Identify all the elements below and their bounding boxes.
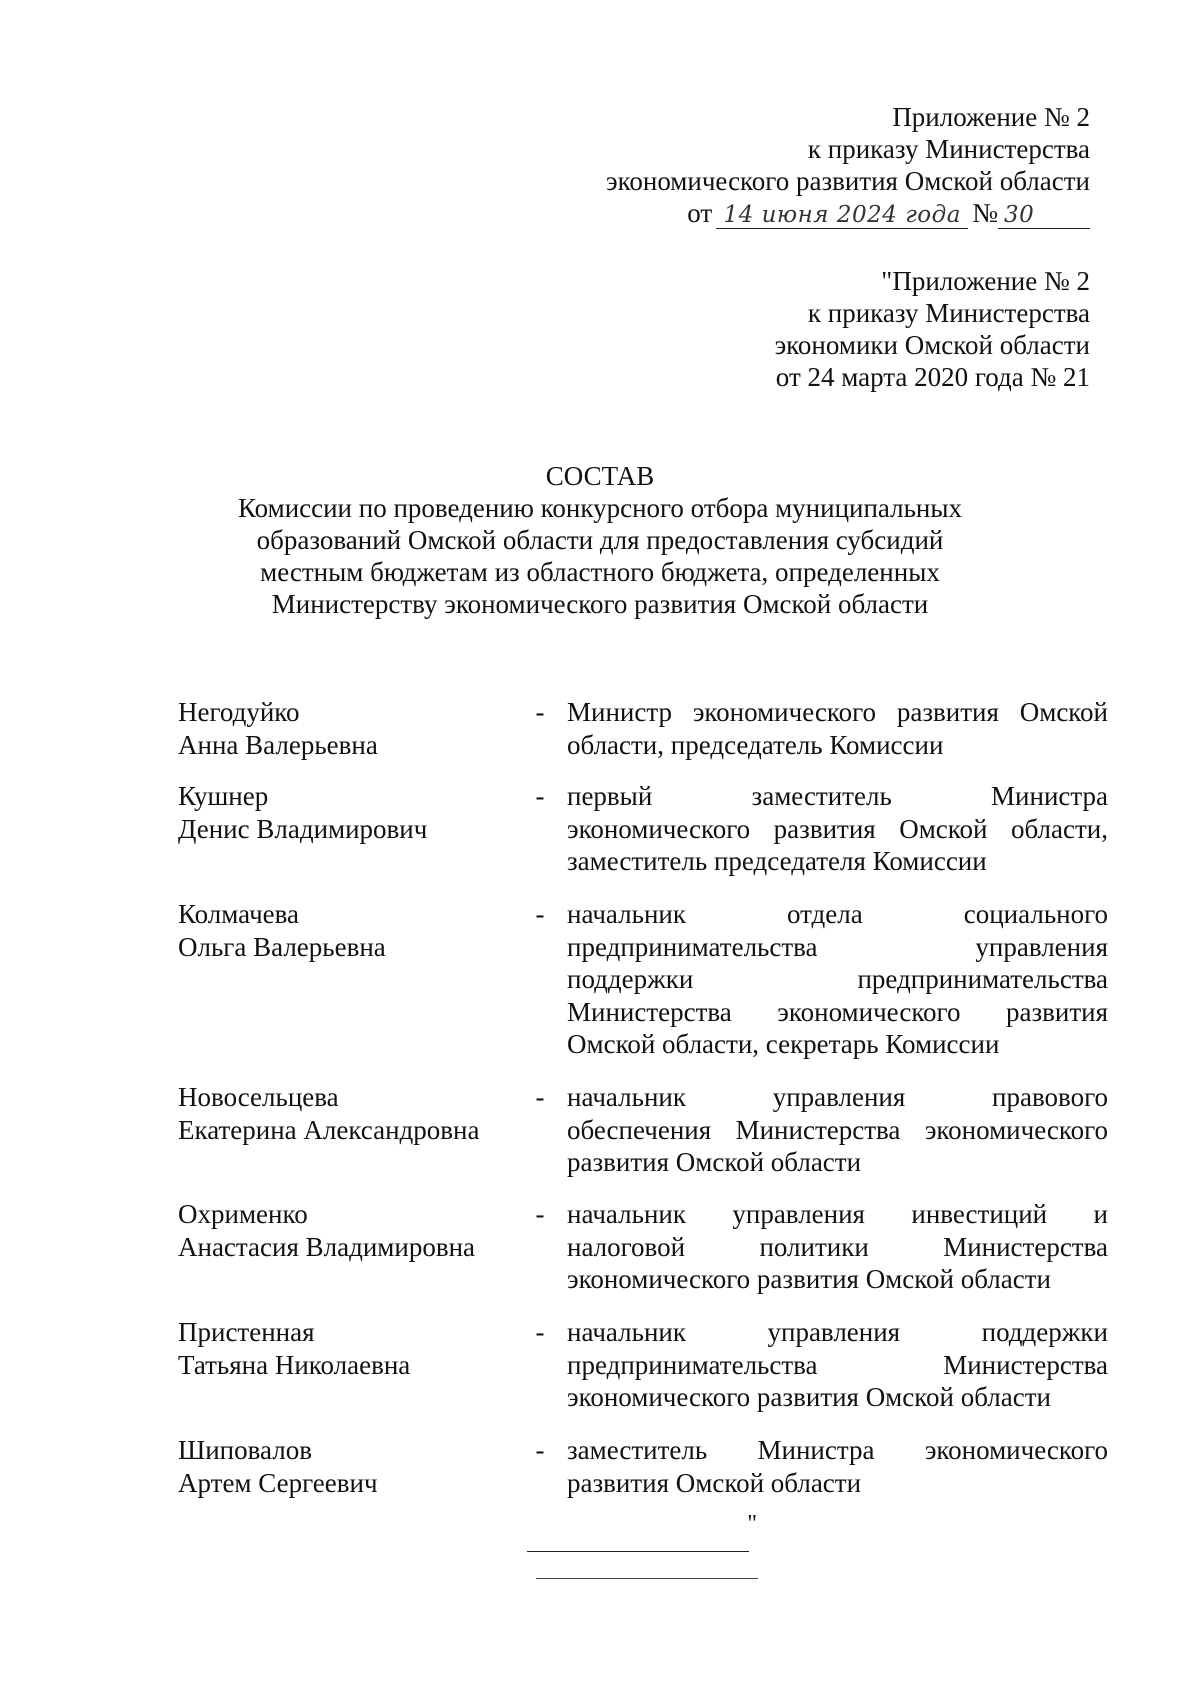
member-dash: - bbox=[535, 697, 545, 727]
member-role-line: развития Омской области bbox=[567, 1467, 862, 1498]
member-role-line: экономического развития Омской области bbox=[567, 1264, 1051, 1294]
member-given-name: Артем Сергеевич bbox=[178, 1467, 378, 1498]
member-role-line: заместитель председателя Комиссии bbox=[567, 846, 987, 876]
title-line-3: местным бюджетам из областного бюджета, определенных bbox=[260, 557, 940, 587]
member-dash: - bbox=[535, 1199, 545, 1229]
member-given-name: Анна Валерьевна bbox=[178, 729, 378, 760]
title-line-2: образований Омской области для предоставления субсидий bbox=[256, 525, 944, 555]
member-name bbox=[178, 1081, 518, 1146]
member-given-name: Денис Владимирович bbox=[178, 813, 428, 844]
member-role-line: Министр экономического развития Омской bbox=[567, 697, 1108, 727]
appendix-ministry: экономического развития Омской области bbox=[606, 166, 1090, 196]
member-dash: - bbox=[535, 1317, 545, 1347]
member-role bbox=[567, 1081, 1108, 1179]
member-name bbox=[178, 1316, 518, 1381]
title-line-4: Министерству экономического развития Омской области bbox=[271, 589, 929, 619]
member-surname: Пристенная bbox=[178, 1317, 315, 1347]
member-role-line: обеспечения Министерства экономического bbox=[567, 1114, 1108, 1145]
title-heading: СОСТАВ bbox=[545, 461, 655, 491]
member-role-line: развития Омской области bbox=[567, 1147, 862, 1177]
appendix-header-current bbox=[390, 101, 1090, 229]
member-given-name: Татьяна Николаевна bbox=[178, 1349, 411, 1380]
date-prefix: от bbox=[687, 198, 713, 228]
member-dash: - bbox=[535, 781, 545, 811]
member-role-line: начальник управления инвестиций и bbox=[567, 1199, 1108, 1229]
prev-appendix-ministry: экономики Омской области bbox=[774, 330, 1090, 360]
member-role bbox=[567, 780, 1108, 878]
member-role-line: первый заместитель Министра bbox=[567, 781, 1108, 811]
member-role-line: Министерства экономического развития bbox=[567, 996, 1108, 1027]
closing-quote: " bbox=[747, 1511, 757, 1537]
prev-appendix-order-ref: к приказу Министерства bbox=[807, 298, 1090, 328]
number-prefix: № bbox=[972, 198, 998, 228]
member-role-line: предпринимательства управления bbox=[567, 931, 1108, 962]
member-given-name: Екатерина Александровна bbox=[178, 1114, 480, 1145]
member-role bbox=[567, 696, 1108, 761]
closing-rule bbox=[527, 1551, 749, 1552]
member-role-line: поддержки предпринимательства bbox=[567, 964, 1108, 994]
member-dash: - bbox=[535, 899, 545, 929]
handwritten-date: 14 июня 2024 года bbox=[716, 202, 968, 229]
member-role-line: начальник управления правового bbox=[567, 1082, 1108, 1112]
member-role-line: Омской области, секретарь Комиссии bbox=[567, 1029, 1000, 1059]
member-surname: Негодуйко bbox=[178, 697, 300, 727]
bottom-rule bbox=[536, 1578, 758, 1579]
member-role-line: области, председатель Комиссии bbox=[567, 729, 944, 760]
member-name bbox=[178, 780, 518, 845]
appendix-date-line bbox=[390, 197, 1090, 229]
member-role-line: начальник управления поддержки bbox=[567, 1317, 1108, 1347]
member-role-line: начальник отдела социального bbox=[567, 899, 1108, 929]
member-given-name: Анастасия Владимировна bbox=[178, 1231, 475, 1262]
member-role bbox=[567, 898, 1108, 1061]
member-role-line: экономического развития Омской области, bbox=[567, 813, 1108, 844]
member-role bbox=[567, 1316, 1108, 1414]
member-dash: - bbox=[535, 1082, 545, 1112]
member-surname: Кушнер bbox=[178, 781, 269, 811]
member-surname: Колмачева bbox=[178, 899, 300, 929]
member-role bbox=[567, 1198, 1108, 1296]
member-role-line: предпринимательства Министерства bbox=[567, 1349, 1108, 1380]
member-role-line: экономического развития Омской области bbox=[567, 1382, 1051, 1412]
member-role-line: заместитель Министра экономического bbox=[567, 1435, 1108, 1465]
member-name bbox=[178, 696, 518, 761]
member-name bbox=[178, 1434, 518, 1499]
closing-mark bbox=[527, 1512, 757, 1552]
handwritten-number: 30 bbox=[998, 202, 1090, 229]
member-given-name: Ольга Валерьевна bbox=[178, 931, 386, 962]
member-surname: Охрименко bbox=[178, 1199, 308, 1229]
document-title bbox=[0, 460, 1200, 620]
member-name bbox=[178, 1198, 518, 1263]
member-role bbox=[567, 1434, 1108, 1499]
member-surname: Новосельцева bbox=[178, 1082, 339, 1112]
member-name bbox=[178, 898, 518, 963]
appendix-title: Приложение № 2 bbox=[892, 102, 1090, 132]
member-dash: - bbox=[535, 1435, 545, 1465]
member-role-line: налоговой политики Министерства bbox=[567, 1231, 1108, 1262]
appendix-header-previous bbox=[390, 265, 1090, 393]
member-surname: Шиповалов bbox=[178, 1435, 312, 1465]
appendix-order-ref: к приказу Министерства bbox=[807, 134, 1090, 164]
prev-appendix-title: "Приложение № 2 bbox=[881, 266, 1090, 296]
title-line-1: Комиссии по проведению конкурсного отбора муниципальных bbox=[237, 493, 963, 523]
prev-appendix-date: от 24 марта 2020 года № 21 bbox=[775, 362, 1090, 392]
